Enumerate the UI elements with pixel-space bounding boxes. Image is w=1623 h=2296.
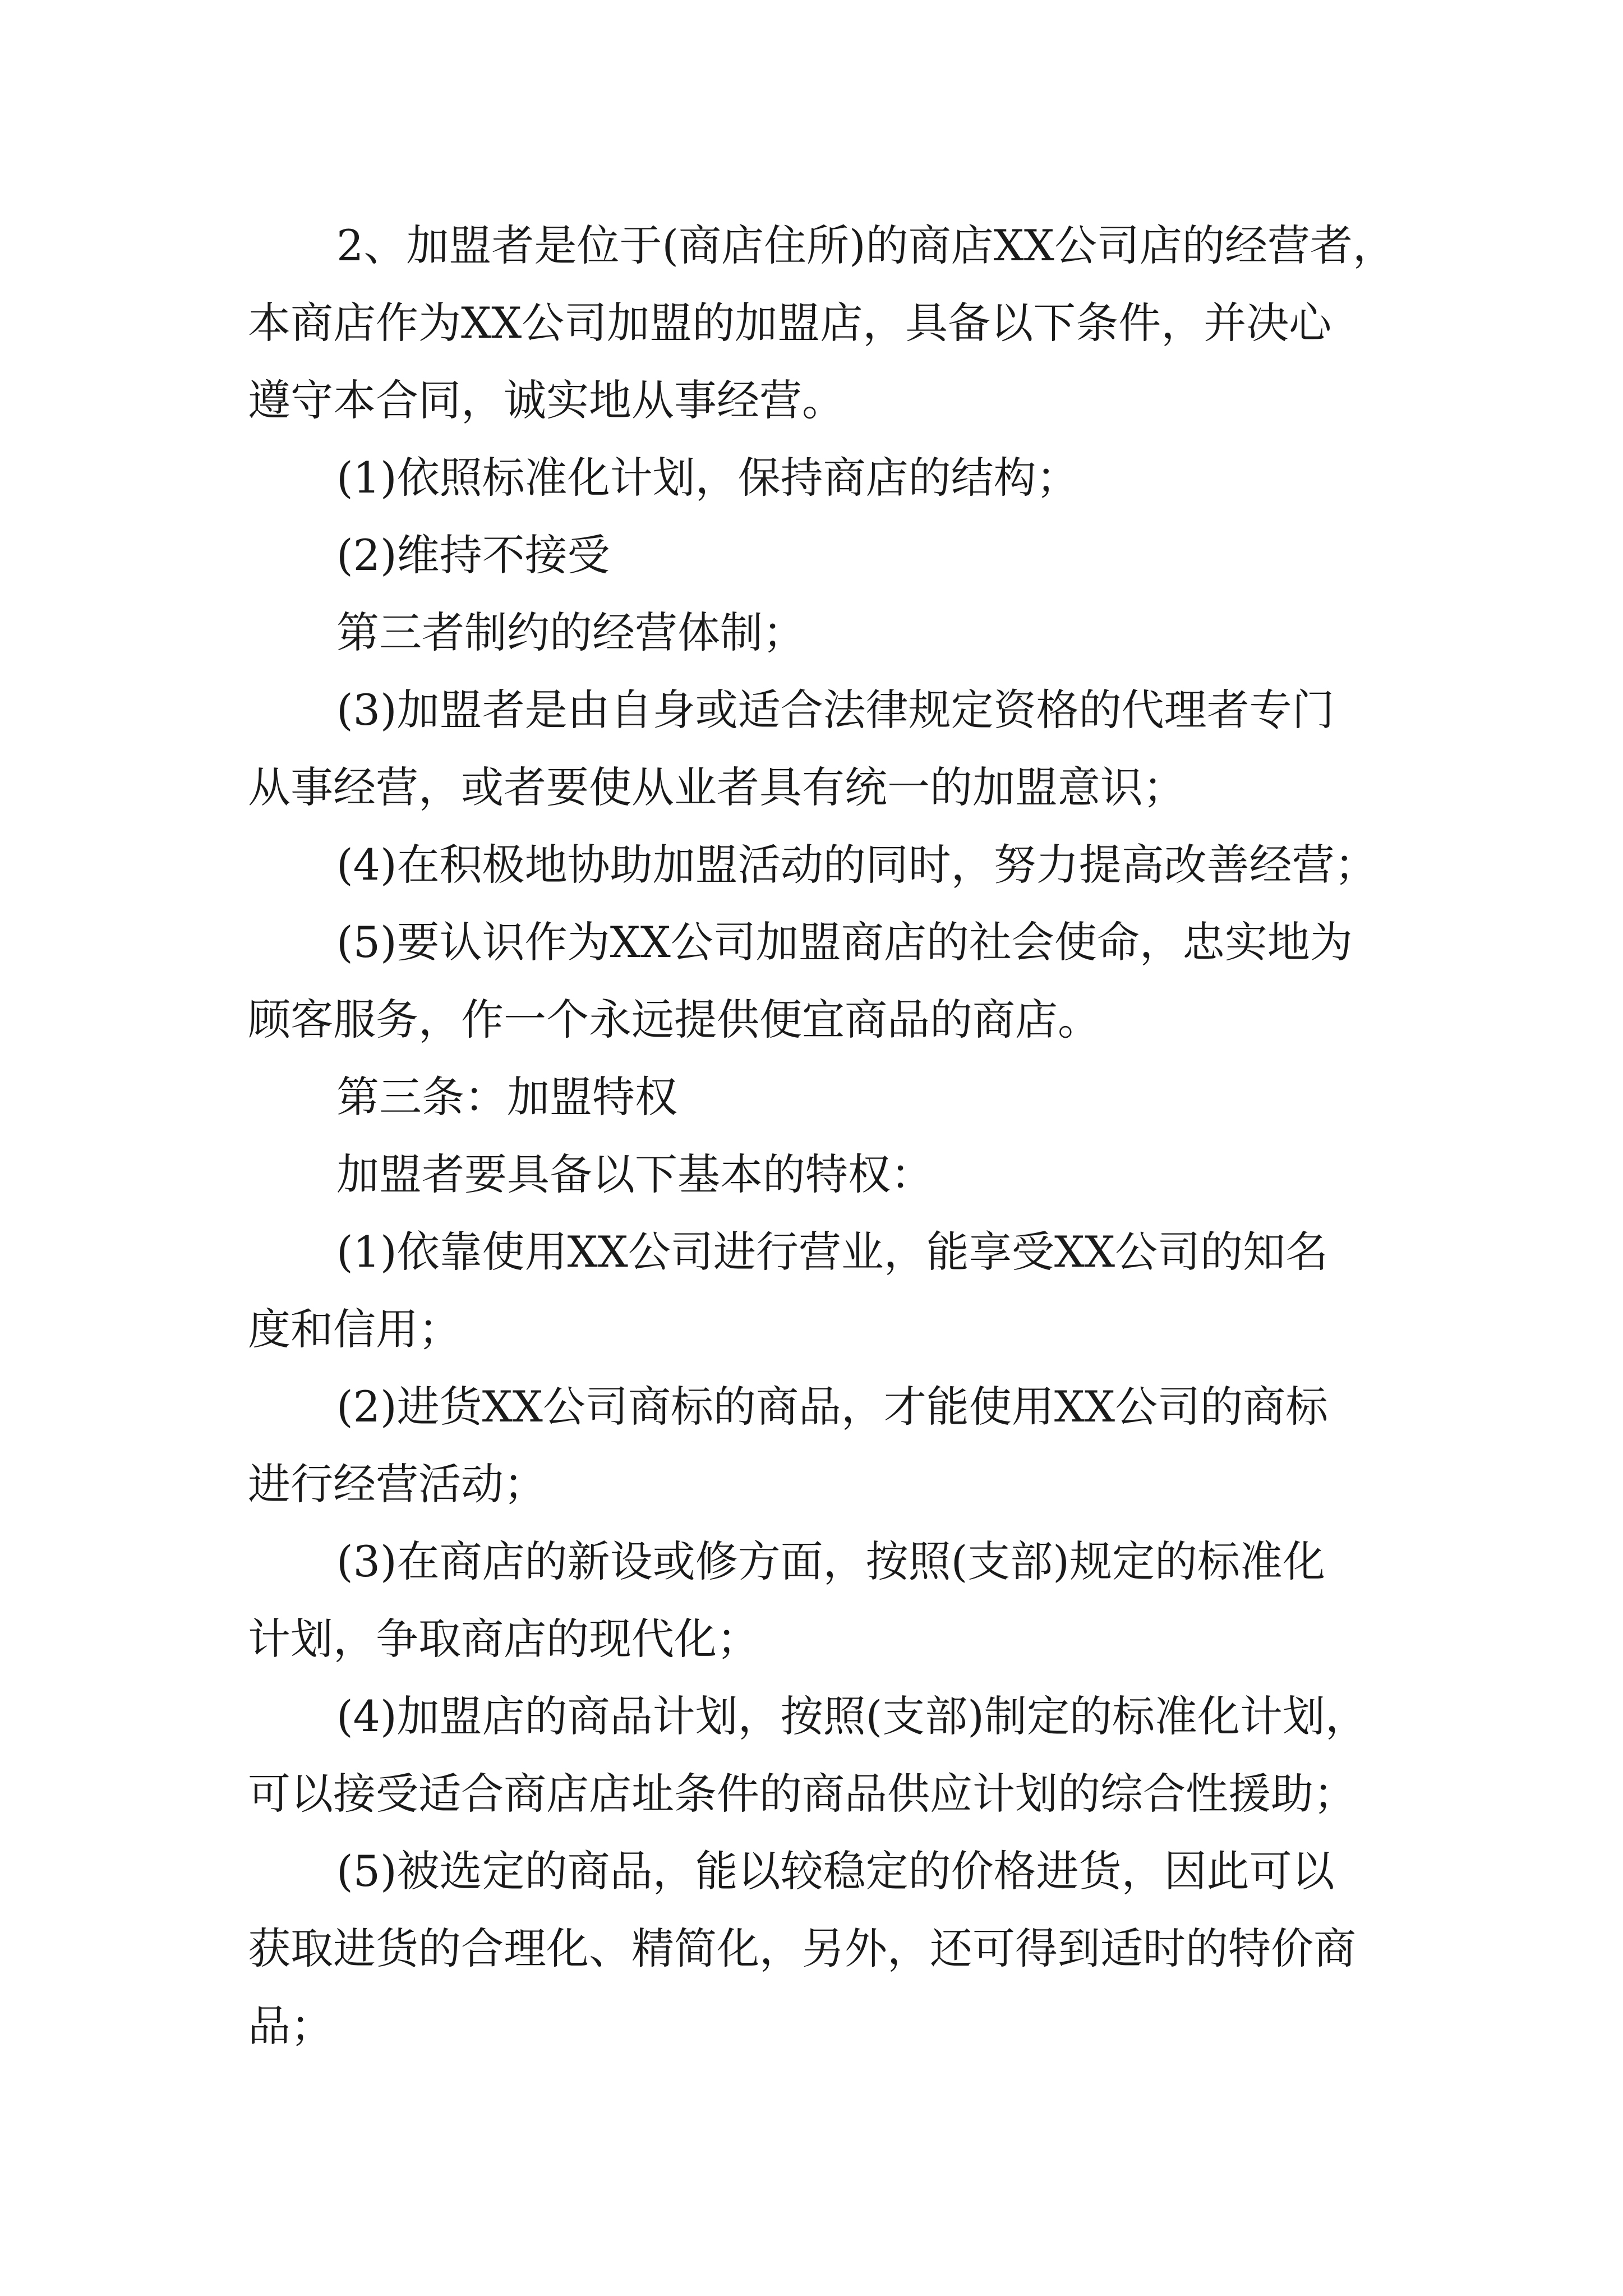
text-line: (3)在商店的新设或修方面，按照(支部)规定的标准化 [336, 1536, 1325, 1586]
text-line: 2、加盟者是位于(商店住所)的商店XX公司店的经营者， [336, 220, 1395, 270]
text-line: (3)加盟者是由自身或适合法律规定资格的代理者专门 [336, 685, 1335, 735]
text-line: (5)要认识作为XX公司加盟商店的社会使命，忠实地为 [336, 917, 1353, 967]
text-line: (4)加盟店的商品计划，按照(支部)制定的标准化计划， [336, 1691, 1368, 1741]
text-line: 获取进货的合理化、精简化，另外，还可得到适时的特价商 [248, 1924, 1356, 1973]
text-line: 从事经营，或者要使从业者具有统一的加盟意识； [248, 762, 1186, 812]
text-line: 本商店作为XX公司加盟的加盟店，具备以下条件，并决心 [248, 298, 1332, 348]
text-line: 加盟者要具备以下基本的特权： [336, 1149, 933, 1199]
text-line: (1)依照标准化计划，保持商店的结构； [336, 453, 1079, 503]
text-line: (4)在积极地协助加盟活动的同时，努力提高改善经营； [336, 840, 1377, 890]
text-line: 遵守本合同，诚实地从事经营。 [248, 375, 845, 425]
text-line: 第三者制约的经营体制； [336, 608, 805, 657]
text-line: (1)依靠使用XX公司进行营业，能享受XX公司的知名 [336, 1227, 1329, 1277]
text-line: (2)进货XX公司商标的商品，才能使用XX公司的商标 [336, 1382, 1329, 1432]
text-line: (5)被选定的商品，能以较稳定的价格进货，因此可以 [336, 1846, 1335, 1896]
section-heading: 第三条：加盟特权 [336, 1072, 677, 1122]
text-line: 计划，争取商店的现代化； [248, 1614, 759, 1664]
text-line: 可以接受适合商店店址条件的商品供应计划的综合性援助； [248, 1769, 1356, 1819]
text-line: 进行经营活动； [248, 1459, 546, 1509]
text-line: 品； [248, 2001, 333, 2051]
text-line: 度和信用； [248, 1304, 461, 1354]
text-line: (2)维持不接受 [336, 530, 610, 580]
text-line: 顾客服务，作一个永远提供便宜商品的商店。 [248, 995, 1100, 1045]
